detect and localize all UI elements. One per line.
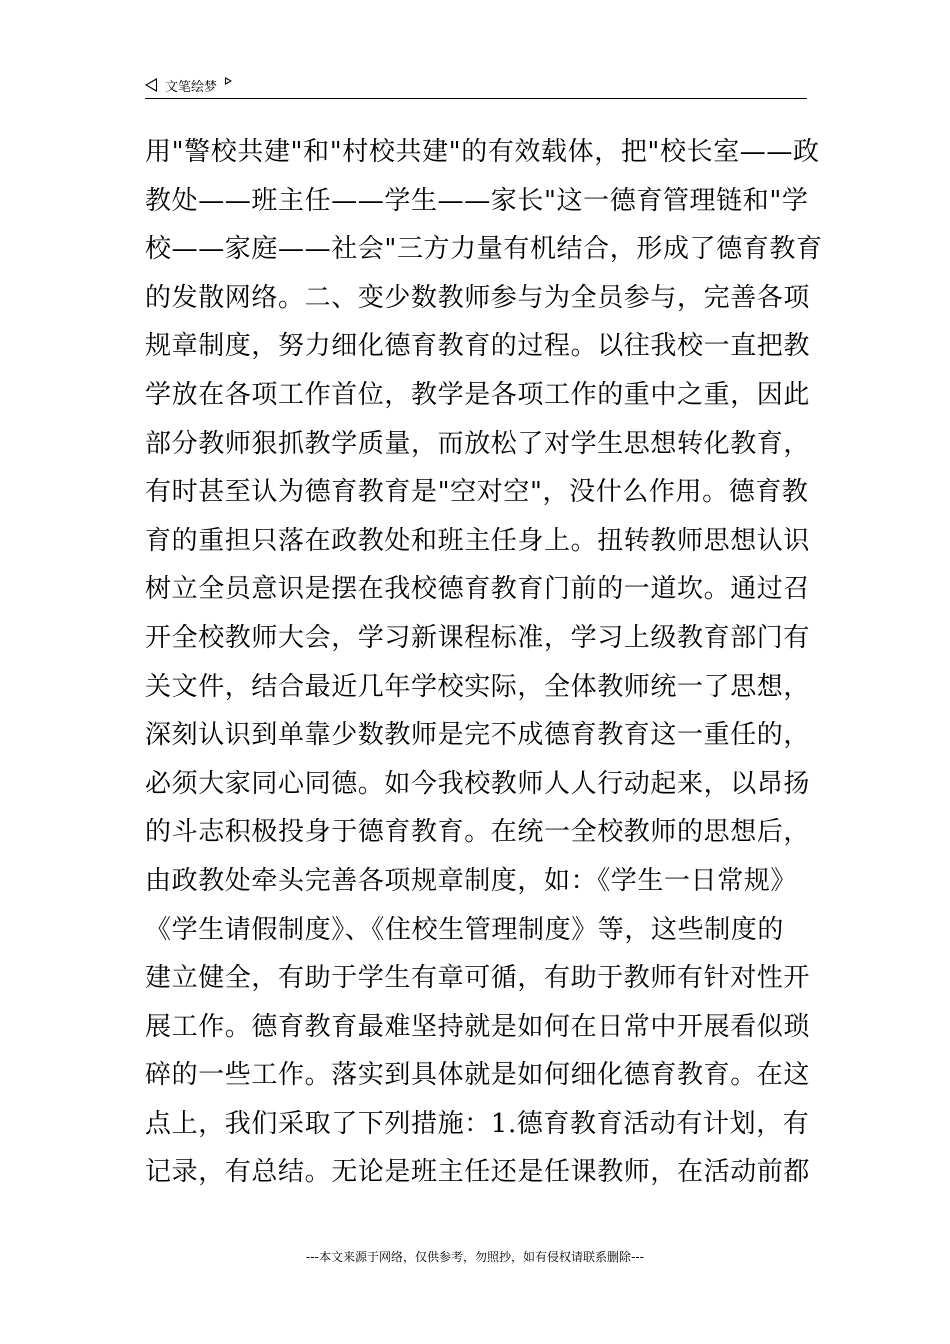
- body-line: 部分教师狠抓教学质量，而放松了对学生思想转化教育，: [145, 428, 811, 459]
- body-line: 树立全员意识是摆在我校德育教育门前的一道坎。通过召: [145, 574, 811, 605]
- triangle-right-icon: [225, 77, 232, 85]
- body-line: 教处——班主任——学生——家长"这一德育管理链和"学: [145, 185, 809, 216]
- body-line: 由政教处牵头完善各项规章制度，如：《学生一日常规》: [145, 865, 798, 896]
- body-line: 校——家庭——社会"三方力量有机结合，形成了德育教育: [145, 234, 823, 265]
- body-line: 点上，我们采取了下列措施：1.德育教育活动有计划，有: [145, 1108, 810, 1139]
- body-line: 的发散网络。二、变少数教师参与为全员参与，完善各项: [145, 282, 811, 313]
- body-line: 用"警校共建"和"村校共建"的有效载体，把"校长室——政: [145, 137, 820, 167]
- body-line: 深刻认识到单靠少数教师是完不成德育教育这一重任的，: [145, 720, 811, 751]
- body-line: 的斗志积极投身于德育教育。在统一全校教师的思想后，: [145, 817, 811, 848]
- body-line: 学放在各项工作首位，教学是各项工作的重中之重，因此: [145, 379, 811, 410]
- body-line: 有时甚至认为德育教育是"空对空"，没什么作用。德育教: [145, 477, 809, 508]
- body-line: 建立健全，有助于学生有章可循，有助于教师有针对性开: [145, 963, 811, 994]
- body-line: 关文件，结合最近几年学校实际，全体教师统一了思想，: [145, 671, 811, 702]
- body-line: 展工作。德育教育最难坚持就是如何在日常中开展看似琐: [145, 1011, 811, 1042]
- body-line: 必须大家同心同德。如今我校教师人人行动起来，以昂扬: [145, 768, 811, 799]
- header-title: 文笔绘梦: [165, 79, 218, 95]
- body-line: 规章制度，努力细化德育教育的过程。以往我校一直把教: [145, 331, 811, 362]
- header-divider: [145, 98, 807, 99]
- body-line: 育的重担只落在政教处和班主任身上。扭转教师思想认识: [145, 525, 811, 556]
- page-header: [145, 74, 805, 96]
- triangle-left-icon: [145, 78, 157, 92]
- body-line: 碎的一些工作。落实到具体就是如何细化德育教育。在这: [145, 1060, 811, 1091]
- body-line: 开全校教师大会，学习新课程标准，学习上级教育部门有: [145, 622, 811, 653]
- footer-notice: ---本文来源于网络，仅供参考，勿照抄，如有侵权请联系删除---: [306, 1250, 644, 1264]
- document-body: [145, 128, 823, 1197]
- body-line: 《学生请假制度》、《住校生管理制度》等，这些制度的: [145, 914, 785, 945]
- body-line: 记录，有总结。无论是班主任还是任课教师，在活动前都: [145, 1157, 811, 1188]
